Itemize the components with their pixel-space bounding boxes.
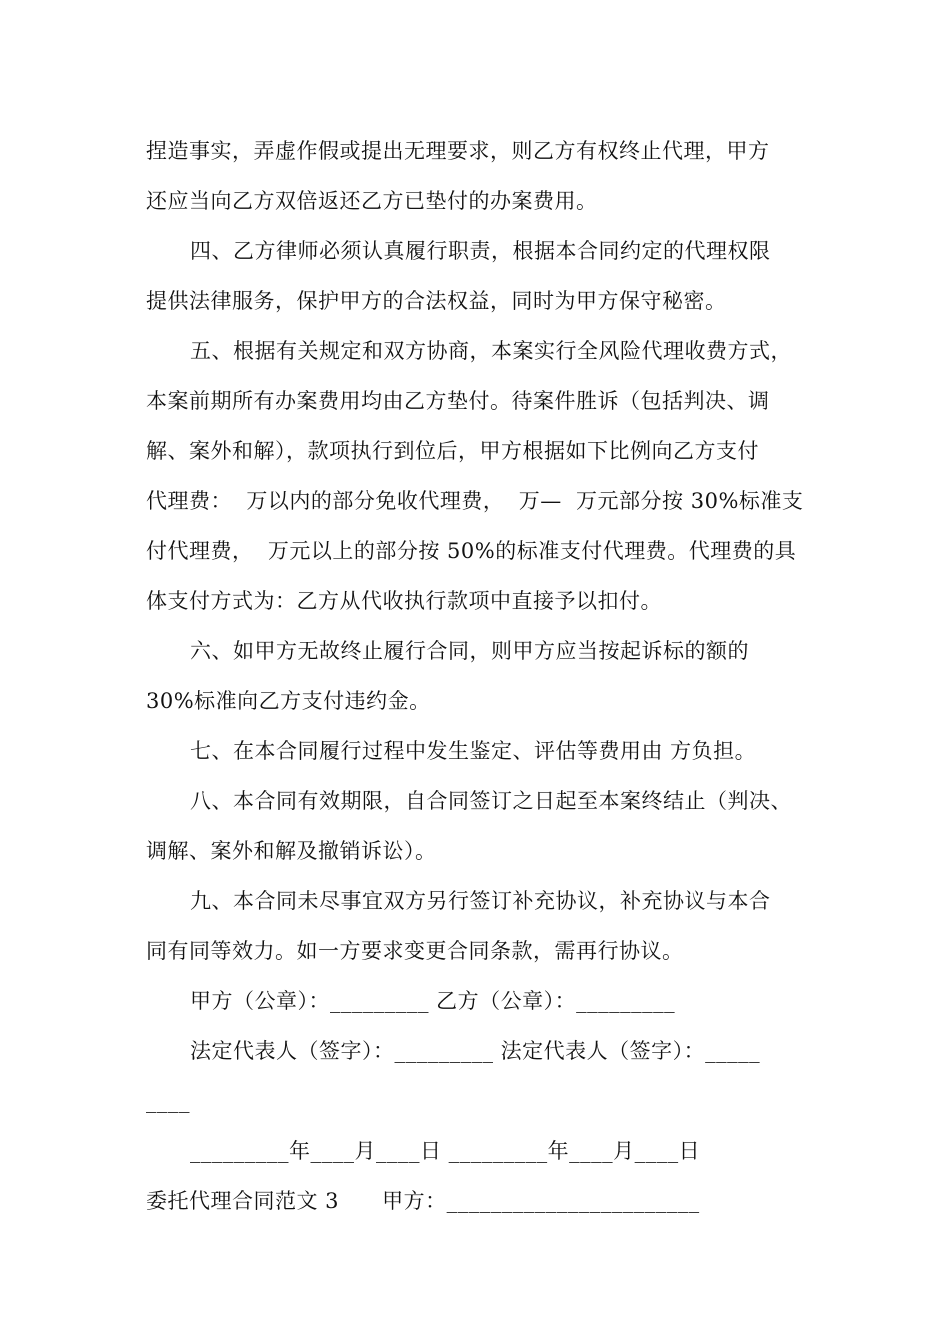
clause-4-line: 四、乙方律师必须认真履行职责，根据本合同约定的代理权限 [190, 239, 771, 263]
signature-line-continuation: ____ [146, 1089, 190, 1113]
representative-signature-line: 法定代表人（签字）：_________ 法定代表人（签字）：_____ [190, 1039, 761, 1063]
text-line: 解、案外和解），款项执行到位后，甲方根据如下比例向乙方支付 [146, 439, 759, 463]
text-line: 本案前期所有办案费用均由乙方垫付。待案件胜诉（包括判决、调 [146, 389, 770, 413]
clause-5-line: 五、根据有关规定和双方协商，本案实行全风险代理收费方式， [190, 339, 792, 363]
text-line: 体支付方式为：乙方从代收执行款项中直接予以扣付。 [146, 589, 662, 613]
date-line: _________年____月____日 _________年____月____日 [190, 1139, 701, 1163]
clause-8-line: 八、本合同有效期限，自合同签订之日起至本案终结止（判决、 [190, 789, 792, 813]
text-line: 代理费： 万以内的部分免收代理费， 万— 万元部分按 30%标准支 [146, 489, 804, 513]
clause-6-line: 六、如甲方无故终止履行合同，则甲方应当按起诉标的额的 [190, 639, 749, 663]
text-line: 调解、案外和解及撤销诉讼）。 [146, 839, 437, 863]
text-line: 捏造事实，弄虚作假或提出无理要求，则乙方有权终止代理，甲方 [146, 139, 770, 163]
clause-7-line: 七、在本合同履行过程中发生鉴定、评估等费用由 方负担。 [190, 739, 757, 763]
text-line: 30%标准向乙方支付违约金。 [146, 689, 431, 713]
seal-line: 甲方（公章）：_________ 乙方（公章）：_________ [190, 989, 676, 1013]
text-line: 还应当向乙方双倍返还乙方已垫付的办案费用。 [146, 189, 598, 213]
text-line: 付代理费， 万元以上的部分按 50%的标准支付代理费。代理费的具 [146, 539, 797, 563]
clause-9-line: 九、本合同未尽事宜双方另行签订补充协议，补充协议与本合 [190, 889, 771, 913]
contract-sample-heading: 委托代理合同范文 3 甲方：_______________________ [146, 1189, 700, 1213]
text-line: 同有同等效力。如一方要求变更合同条款，需再行协议。 [146, 939, 684, 963]
text-line: 提供法律服务，保护甲方的合法权益，同时为甲方保守秘密。 [146, 289, 727, 313]
